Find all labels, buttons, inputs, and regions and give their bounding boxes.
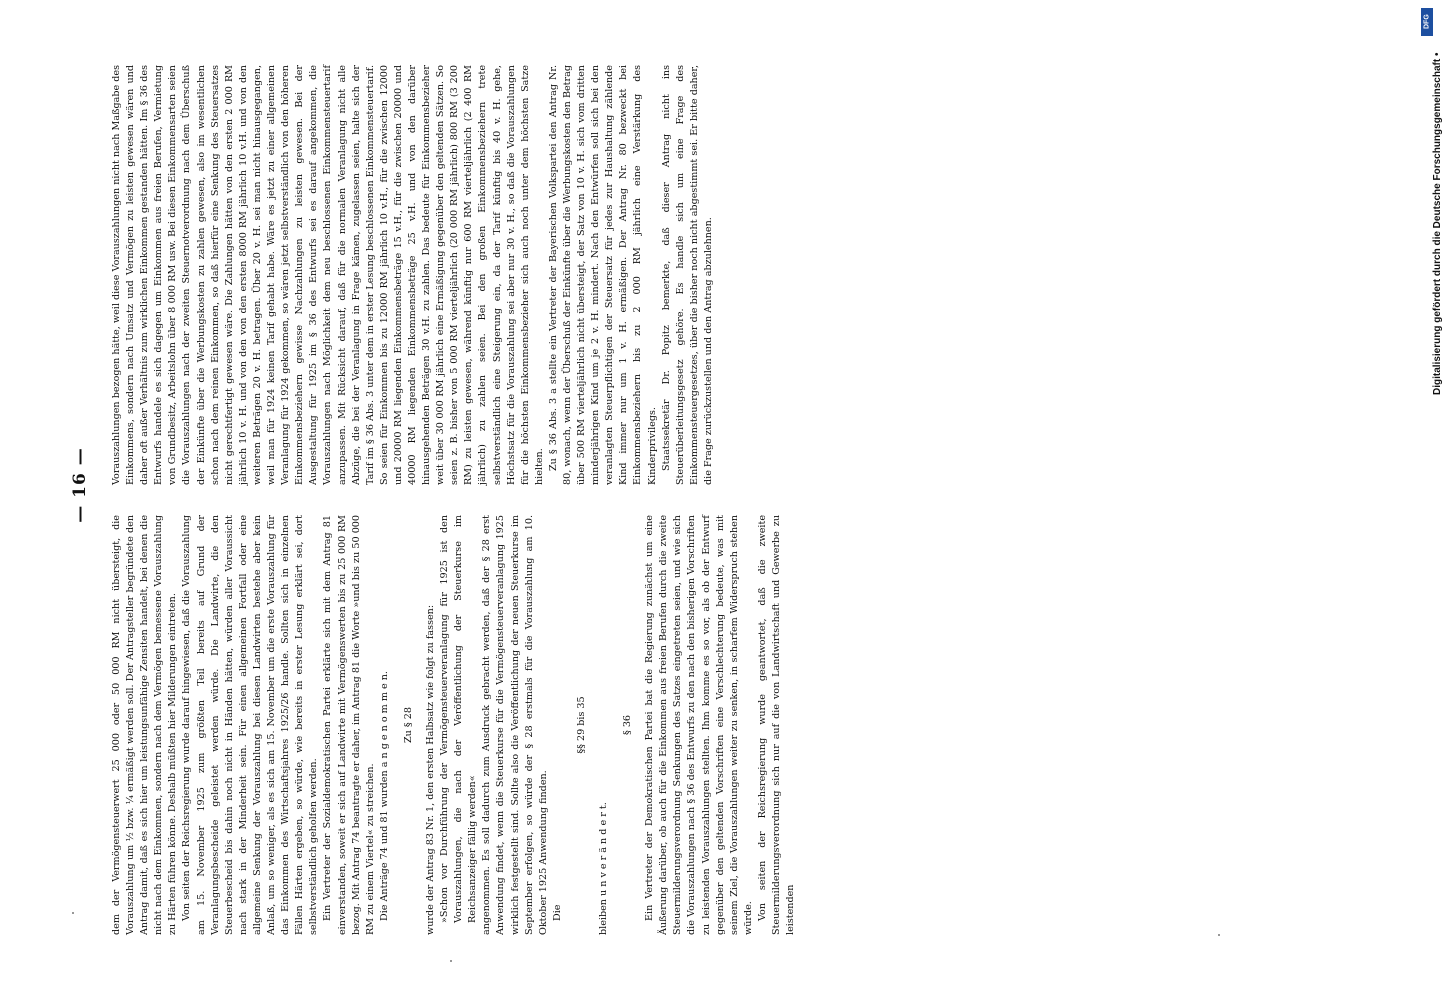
paragraph: Staatssekretär Dr. Popitz bemerkte, daß dieser Antrag nicht ins Steuerüberleitungsgesetz gehöre. Es handle sich um eine Frage des Einkommensteuergesetzes, über die bisher noch nicht abgestimmt sei. Er bitte daher, die Frage zurückzustellen und den Antrag abzulehnen. <box>660 65 714 485</box>
section-heading: Zu § 28 <box>402 707 414 743</box>
scan-speck <box>450 960 452 962</box>
scan-speck <box>72 912 74 914</box>
rotated-page <box>70 65 1360 935</box>
section-heading: § 36 <box>622 714 634 736</box>
right-text-column <box>110 65 716 485</box>
paragraph: Ein Vertreter der Sozialdemokratischen Partei erklärte sich mit dem Antrag 81 einverstanden, soweit er sich auf Landwirte mit Vermögenswerten bis zu 25 000 RM bezog. Mit Antrag 74 beantragte er daher, im Antrag 81 die Worte »und bis zu 50 000 RM zu einem Viertel« zu streichen. <box>322 515 376 935</box>
paragraph: Von seiten der Reichsregierung wurde geantwortet, daß die zweite Steuermilderungsverordnung sich nur auf die von Landwirtschaft und Gewerbe zu leistenden <box>756 515 797 935</box>
paragraph: angenommen. Es soll dadurch zum Ausdruck gebracht werden, daß der § 28 erst Anwendung findet, wenn die Steuerkurse für die Vermögensteuerveranlagung 1925 wirklich festgestellt sind. Sollte also die Veröffentlichung der neuen Steuerkurse im September erfolgen, so würde der § 28 erstmals für die Vorauszahlung am 10. Oktober 1925 Anwendung finden. <box>481 515 549 935</box>
paragraph: Ein Vertreter der Demokratischen Partei bat die Regierung zunächst um eine Äußerung darüber, ob auch für die Einkommen aus freien Berufen durch die zweite Steuermilderungsverordnung Senkungen des Satzes eingetreten seien, und wie sich die Vorauszahlungen nach § 36 des Entwurfs zu den nach den bisherigen Vorschriften zu leistenden Vorauszahlungen stellten. Ihm komme es so vor, als ob der Entwurf gegenüber den geltenden Vorschriften eine Verschlechterung bedeute, was mit seinem Ziel, die Vorauszahlungen weiter zu senken, in scharfem Widerspruch stehen würde. <box>644 515 754 935</box>
quoted-amendment: »Schon vor Durchführung der Vermögensteuerveranlagung für 1925 ist den Vorauszahlungen, die nach der Veröffentlichung der Steuerkurse im Reichsanzeiger fällig werden« <box>439 515 479 923</box>
paragraph: Die <box>551 904 563 921</box>
paragraph: Zu § 36 Abs. 3 a stellte ein Vertreter der Bayerischen Volkspartei den Antrag Nr. 80, wonach, wenn der Überschuß der Einkünfte über die Werbungskosten den Betrag über 500 RM vierteljährlich nicht übersteigt, der Satz von 10 v. H. sich vom dritten minderjährigen Kind um je 2 v. H. mindert. Nach den Entwürfen soll sich bei den veranlagten Steuerpflichtigen der Steuersatz für jedes zur Haushaltung zählende Kind immer nur um 1 v. H. ermäßigen. Der Antrag Nr. 80 bezweckt bei Einkommensbeziehern bis zu 2 000 RM jährlich eine Verstärkung des Kinderprivilegs. <box>547 65 658 485</box>
paragraph: Die Anträge 74 und 81 wurden a n g e n o m m e n. <box>378 671 390 921</box>
paragraph: Vorauszahlungen bezogen hätte, weil diese Vorauszahlungen nicht nach Maßgabe des Einkommens, sondern nach Umsatz und Vermögen zu leisten gewesen wären und daher oft außer Verhältnis zum wirklichen Einkommen gestanden hätten. Im § 36 des Entwurfs handele es sich dagegen um Einkommen aus freien Berufen, Vermietung von Grundbesitz, Arbeitslohn über 8 000 RM usw. Bei diesen Einkommensarten seien die Vorauszahlungen nach der zweiten Steuernotverordnung nach dem Überschuß der Einkünfte über die Werbungskosten zu zahlen gewesen, also im wesentlichen schon nach dem reinen Einkommen, so daß hierfür eine Senkung des Steuersatzes nicht gerechtfertigt gewesen wäre. Die Zahlungen hätten von den ersten 2 000 RM jährlich 10 v. H. und von den von den ersten 8000 RM jährlich 10 v.H. und von den weiteren Beträgen 20 v. H. betragen. Über 20 v. H. sei man nicht hinausgegangen, weil man für 1924 keinen Tarif gehabt habe. Wäre es jetzt zu einer allgemeinen Veranlagung für 1924 gekommen, so wären jetzt selbstverständlich von den höheren Einkommensbeziehern gewisse Nachzahlungen zu leisten gewesen. Bei der Ausgestaltung für 1925 im § 36 des Entwurfs sei es darauf angekommen, die Vorauszahlungen nach Möglichkeit dem neu beschlossenen Einkommensteuertarif anzupassen. Mit Rücksicht darauf, daß für die normalen Veranlagung nicht alle Abzüge, die bei der Veranlagung in Frage kämen, zugelassen seien, halte sich der Tarif im § 36 Abs. 3 unter dem in erster Lesung beschlossenen Einkommensteuertarif. So seien für Einkommen bis zu 12000 RM jährlich 10 v.H., für die zwischen 12000 und 20000 RM liegenden Einkommensbeträge 15 v.H., für die zwischen 20000 und 40000 RM liegenden Einkommensbeträge 25 v.H. und von den darüber hinausgehenden Beträgen 30 v.H. zu zahlen. Das bedeute für Einkommensbezieher weit über 30 000 RM jährlich eine Ermäßigung gegenüber den geltenden Sätzen. So seien z. B. bisher von 5 000 RM vierteljährlich (20 000 RM jährlich) 800 RM (3 200 RM) zu leisten gewesen, während künftig nur 600 RM vierteljährlich (2 400 RM jährlich) zu zahlen seien. Bei den großen Einkommensbeziehern trete selbstverständlich eine Steigerung ein, da der Tarif künftig bis 40 v. H. gehe, Höchstsatz für die Vorauszahlung sei aber nur 30 v. H., so daß die Vorauszahlungen für die höchsten Einkommensbezieher sich auch noch unter dem höchsten Satze hielten. <box>111 65 545 485</box>
paragraph: wurde der Antrag 83 Nr. 1, den ersten Halbsatz wie folgt zu fassen: <box>424 604 436 935</box>
paragraph: Von seiten der Reichsregierung wurde darauf hingewiesen, daß die Vorauszahlung am 15. November 1925 zum größten Teil bereits auf Grund der Veranlagungsbescheide geleistet werden würde. Die Landwirte, die den Steuerbescheid bis dahin noch nicht in Händen hätten, würden aller Voraussicht nach stark in der Minderheit sein. Für einen allgemeinen Fortfall oder eine allgemeine Senkung der Vorauszahlung bei diesen Landwirten bestehe aber kein Anlaß, um so weniger, als es sich am 15. November um die erste Vorauszahlung für das Einkommen des Wirtschaftsjahres 1925/26 handle. Sollten sich in einzelnen Fällen Härten ergeben, so würde, wie bereits in erster Lesung erklärt sei, dort selbstverständlich geholfen werden. <box>181 515 320 935</box>
paragraph: dem der Vermögensteuerwert 25 000 oder 50 000 RM nicht übersteigt, die Vorauszahlung um ½ bzw. ¼ ermäßigt werden soll. Der Antragsteller begründete den Antrag damit, daß es sich hier um leistungsunfähige Zensiten handelt, bei denen die nicht nach dem Einkommen, sondern nach dem Vermögen bemessene Vorauszahlung zu Härten führen könne. Deshalb müßten hier Milderungen eintreten. <box>111 515 179 935</box>
dfg-logo: DFG <box>1421 8 1433 36</box>
paragraph: bleiben u n v e r ä n d e r t. <box>598 802 609 935</box>
digitization-notice: Digitalisierung gefördert durch die Deutsche Forschungsgemeinschaft • <box>1432 52 1443 395</box>
section-heading: §§ 29 bis 35 <box>575 696 587 754</box>
scan-speck <box>1218 934 1220 936</box>
page-number: — 16 — <box>70 447 90 523</box>
left-text-column <box>110 515 798 935</box>
